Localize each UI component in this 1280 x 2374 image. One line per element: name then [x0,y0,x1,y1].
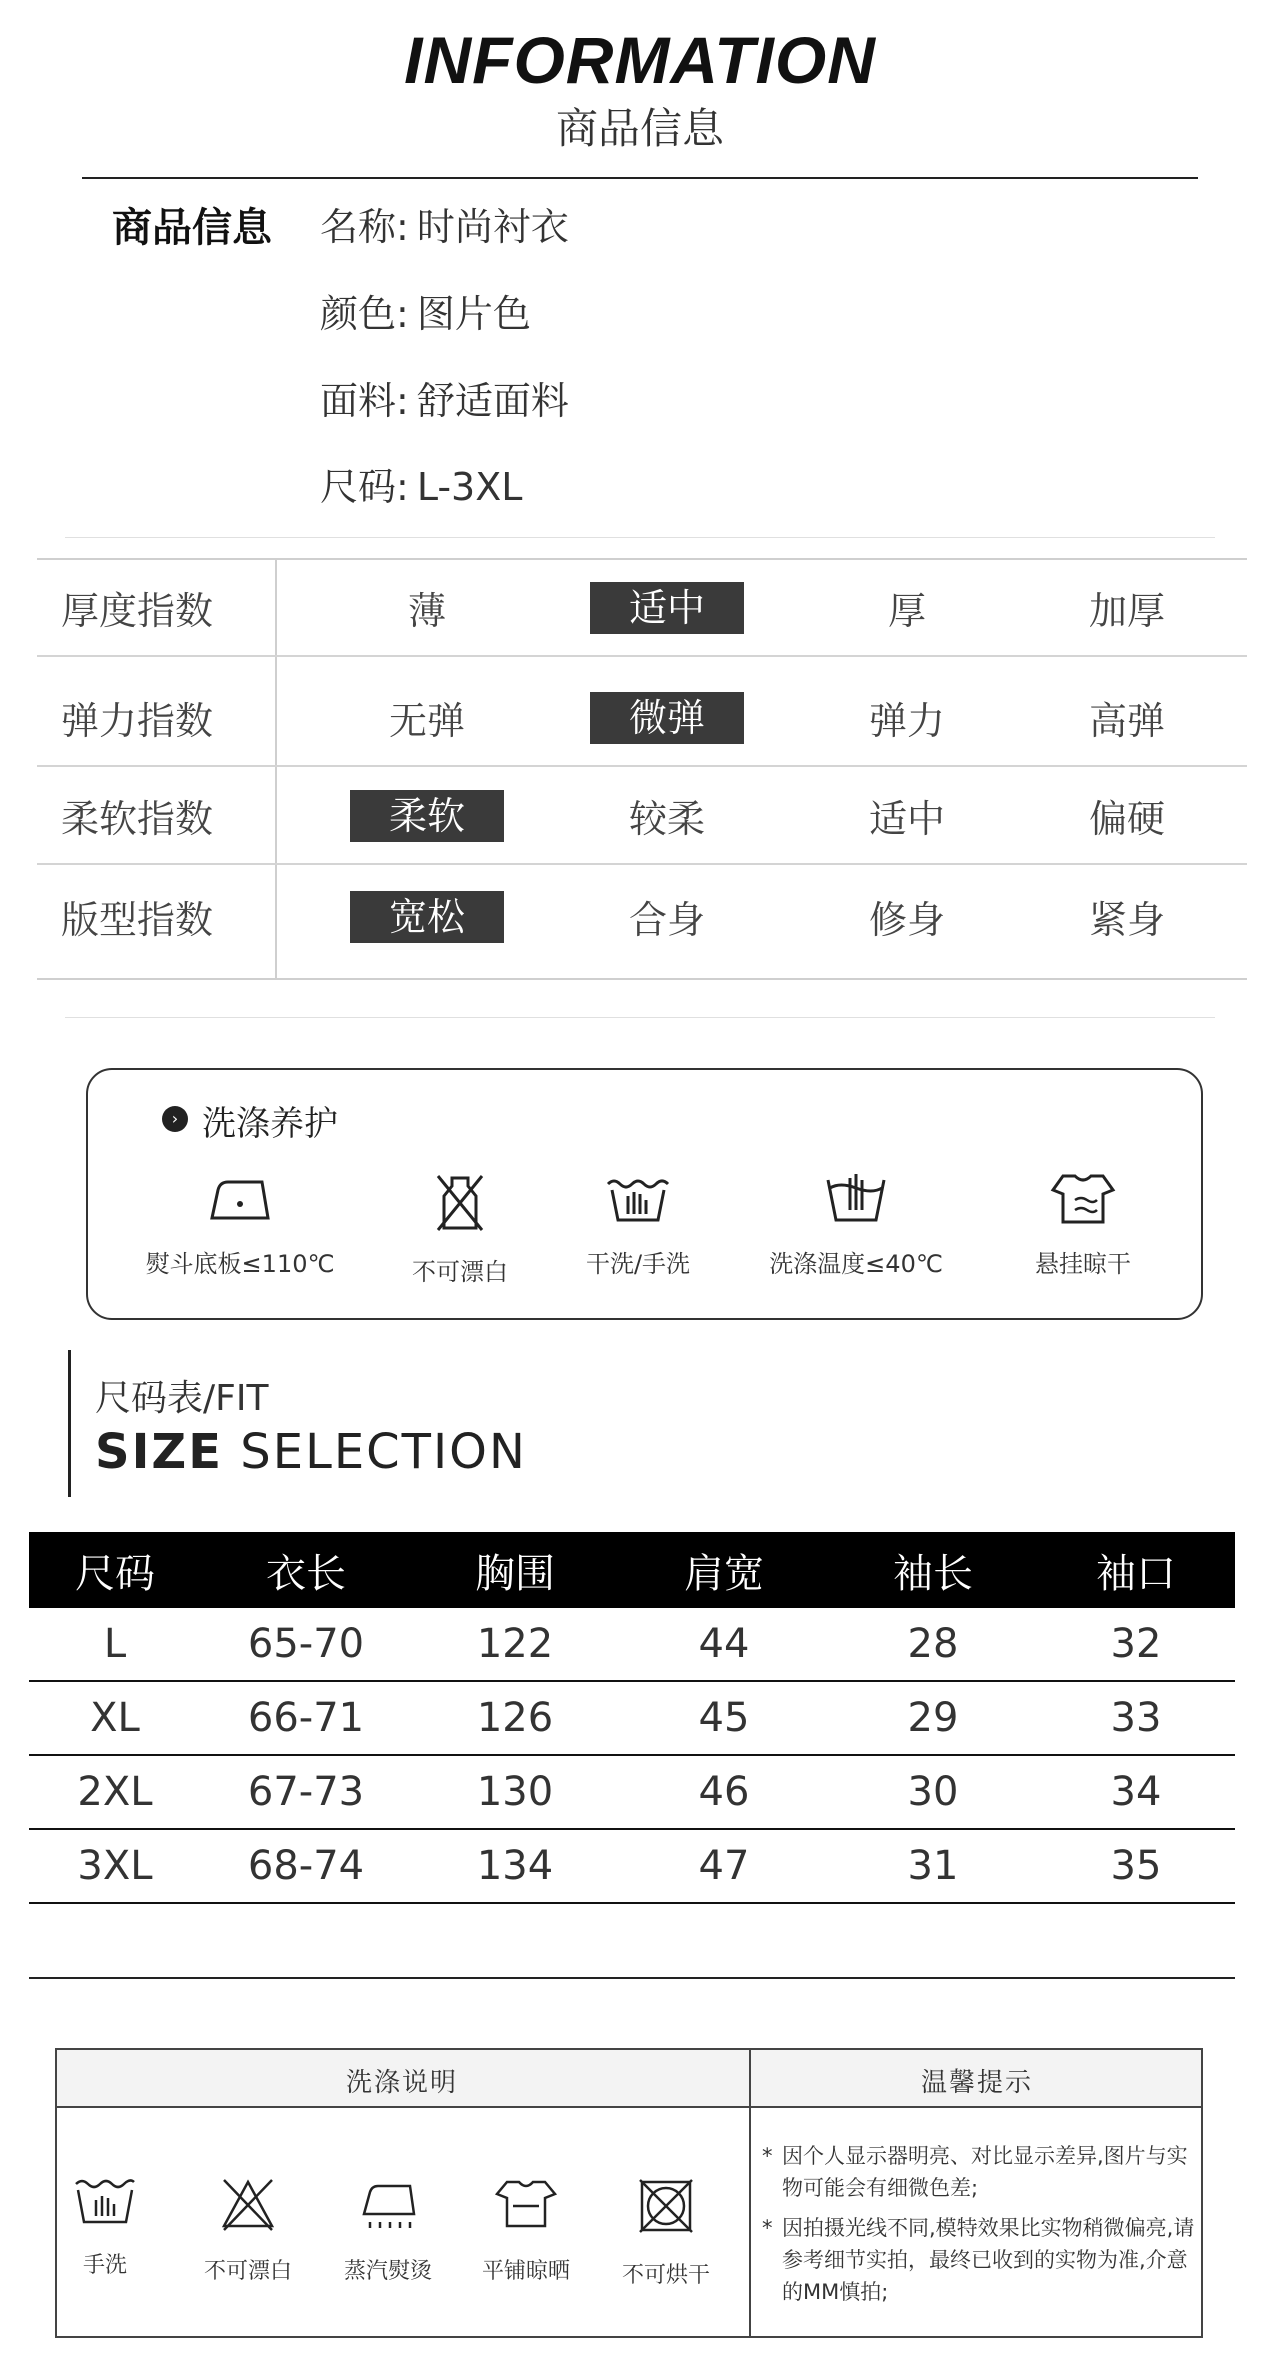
table-cell: 134 [476,1843,554,1889]
care-item-label: 干洗/手洗 [585,1250,691,1278]
index-row-fit [37,868,1247,965]
care-item [528,1170,748,1279]
care-item [130,1170,350,1279]
table-cell: 34 [1110,1769,1162,1815]
size-table-header-cell: 肩宽 [684,1550,764,1597]
product-info-key: 颜色: [320,292,409,336]
iron-icon [204,1170,276,1226]
product-info-value: 图片色 [416,292,531,336]
product-info-key: 面料: [320,379,409,423]
wash-temperature-icon [820,1170,892,1226]
size-table-header-cell: 衣长 [266,1550,346,1597]
index-option: 弹力 [868,699,945,743]
no-bleach-icon [218,2176,278,2232]
table-cell: 126 [476,1695,554,1741]
wash-item-label: 手洗 [82,2253,127,2278]
index-label: 柔软指数 [61,797,214,841]
table-cell: 29 [907,1695,959,1741]
tip-item [762,2140,1202,2204]
table-cell: 28 [907,1621,959,1667]
index-option: 微弹 [577,670,757,765]
size-table-header-cell: 袖长 [893,1550,973,1597]
index-label: 厚度指数 [61,589,214,633]
care-item-label: 悬挂晾干 [1035,1250,1131,1278]
care-item [973,1170,1193,1279]
product-info-row [320,196,569,251]
table-cell: 46 [698,1769,750,1815]
table-cell: 31 [907,1843,959,1889]
product-info-row [320,456,522,511]
section-divider [65,1017,1215,1018]
wash-item-label: 不可漂白 [203,2259,292,2284]
size-table-header-cell: 袖口 [1096,1550,1176,1597]
tip-text: 因拍摄光线不同,模特效果比实物稍微偏亮,请参考细节实拍，最终已收到的实物为准,介意的MM慎拍; [782,2216,1195,2304]
index-row-softness [37,768,1247,865]
table-cell: 65-70 [247,1621,365,1667]
wash-item [606,2176,726,2289]
page-subtitle: 商品信息 [555,104,724,153]
index-row-thickness [37,560,1247,657]
index-option: 适中 [577,560,757,655]
index-option: 紧身 [1088,898,1165,942]
section-divider [29,1977,1235,1979]
index-option: 厚 [887,589,926,633]
table-cell: 44 [698,1621,750,1667]
index-option: 薄 [407,589,446,633]
table-cell: 33 [1110,1695,1162,1741]
table-row [29,1830,1235,1904]
table-cell: 66-71 [247,1695,365,1741]
index-option: 适中 [868,797,945,841]
table-cell: 122 [476,1621,554,1667]
index-option: 无弹 [388,699,465,743]
chevron-right-icon: › [162,1106,188,1132]
no-bleach-icon [430,1170,490,1234]
steam-iron-icon [358,2176,418,2232]
table-row [29,1756,1235,1830]
table-cell: 47 [698,1843,750,1889]
hang-dry-icon [1047,1170,1119,1226]
size-table [29,1532,1235,1904]
table-cell: 3XL [77,1843,153,1889]
size-section-accent-bar [68,1350,71,1497]
tip-item [762,2212,1202,2308]
wash-item [328,2176,448,2285]
table-cell: 130 [476,1769,554,1815]
size-table-header-cell: 胸围 [475,1550,555,1597]
index-option: 高弹 [1088,699,1165,743]
table-cell: 2XL [77,1769,153,1815]
table-row [29,1682,1235,1756]
size-section-title-en: SIZE SELECTION [95,1424,527,1480]
product-info-key: 尺码: [320,465,409,509]
no-tumble-dry-icon [636,2176,696,2236]
size-table-header [29,1532,1235,1608]
wash-item-label: 平铺晾晒 [481,2259,570,2284]
care-title: 洗涤养护 [202,1104,338,1144]
index-row-elasticity [37,670,1247,767]
fabric-index-table [37,558,1247,980]
care-item-label: 熨斗底板≤110℃ [145,1250,335,1278]
table-cell: 30 [907,1769,959,1815]
care-item [746,1170,966,1279]
table-cell: L [103,1621,127,1667]
dry-wash-hand-wash-icon [602,1170,674,1226]
table-cell: 45 [698,1695,750,1741]
index-option: 加厚 [1088,589,1165,633]
index-option: 偏硬 [1088,797,1165,841]
section-divider [65,537,1215,538]
product-info-label: 商品信息 [112,205,272,251]
wash-item [188,2176,308,2285]
tip-bullet: * [762,2144,773,2168]
care-item-label: 洗涤温度≤40℃ [769,1250,943,1278]
wash-item-label: 蒸汽熨烫 [343,2259,432,2284]
page-title: INFORMATION [404,23,876,97]
product-info-row [320,283,531,338]
header-divider [82,177,1198,179]
product-info-key: 名称: [320,205,409,249]
tip-text: 因个人显示器明亮、对比显示差异,图片与实物可能会有细微色差; [782,2144,1188,2200]
table-row [29,1608,1235,1682]
table-cell: XL [90,1695,140,1741]
index-option: 较柔 [628,797,705,841]
size-table-header-cell: 尺码 [75,1550,155,1597]
table-cell: 32 [1110,1621,1162,1667]
table-cell: 68-74 [247,1843,365,1889]
product-info-row [320,370,569,425]
tips-header: 温馨提示 [920,2068,1033,2098]
wash-instructions-header: 洗涤说明 [345,2068,458,2098]
wash-item [466,2176,586,2285]
wash-item-label: 不可烘干 [621,2263,710,2288]
care-item-label: 不可漂白 [412,1258,508,1286]
index-option: 修身 [868,898,945,942]
index-option: 柔软 [337,768,517,863]
index-label: 版型指数 [61,898,214,942]
index-label: 弹力指数 [61,699,214,743]
product-info-value: 舒适面料 [416,379,569,423]
index-option: 合身 [628,898,705,942]
table-cell: 35 [1110,1843,1162,1889]
wash-item [45,2176,165,2279]
flat-dry-icon [493,2176,559,2232]
size-section-title-cn: 尺码表/FIT [95,1378,269,1419]
index-option: 宽松 [337,868,517,965]
product-info-value: 时尚衬衣 [416,205,569,249]
tip-bullet: * [762,2216,773,2240]
hand-wash-icon [72,2176,138,2226]
product-info-value: L-3XL [416,465,523,509]
table-cell: 67-73 [247,1769,365,1815]
